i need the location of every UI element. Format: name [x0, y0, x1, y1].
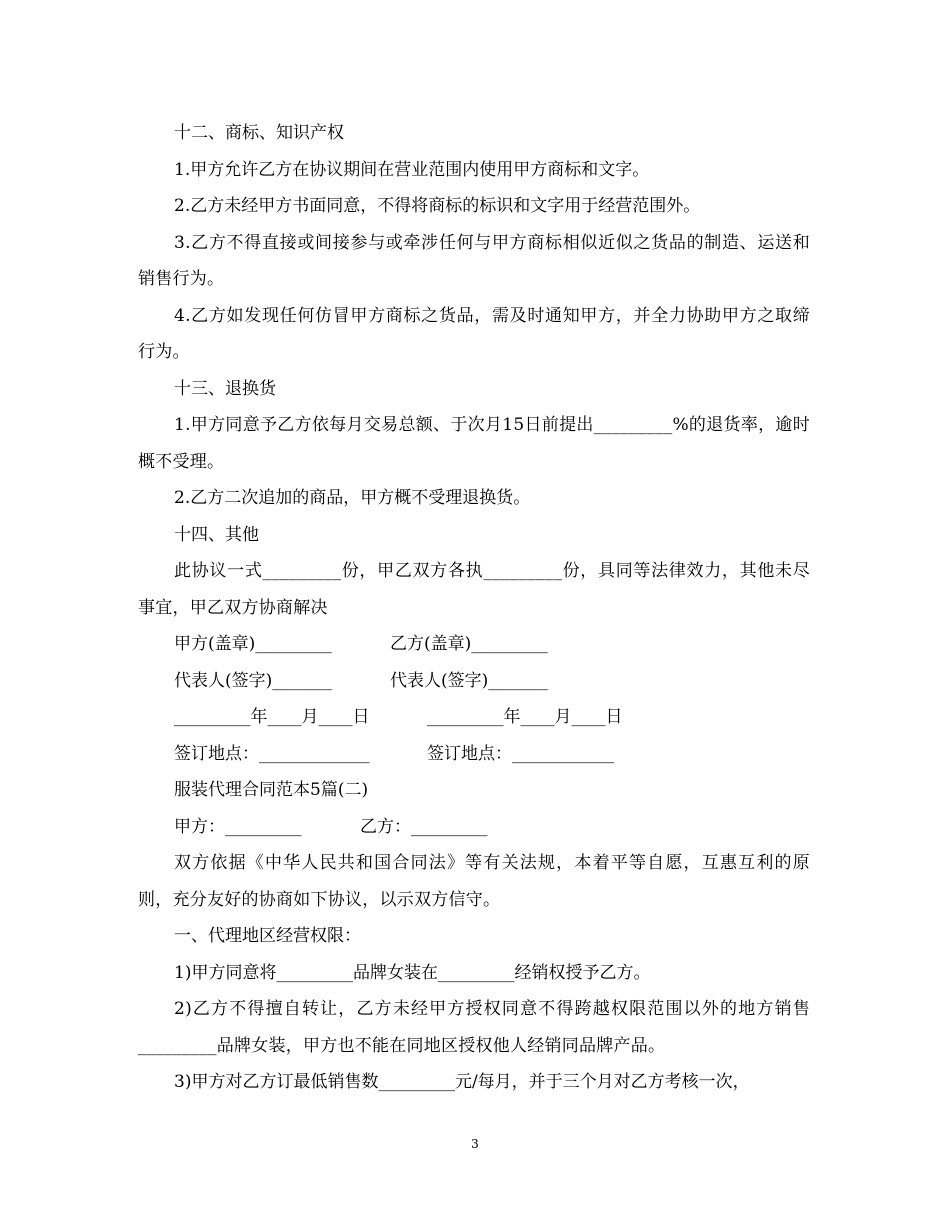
heading-trademark: 十二、商标、知识产权: [174, 123, 344, 143]
clause-1-3: 3)甲方对乙方订最低销售数_________元/每月，并于三个月对乙方考核一次，: [174, 1072, 750, 1092]
clause-13-2: 2.乙方二次追加的商品，甲方概不受理退换货。: [174, 488, 531, 508]
parties-row: [138, 809, 810, 846]
clause-12-3: 3.乙方不得直接或间接参与或牵涉任何与甲方商标相似近似之货品的制造、运送和销售行为。: [138, 232, 810, 289]
party-a-place: 签订地点：_____________: [174, 743, 370, 764]
clause-12-1: 1.甲方允许乙方在协议期间在营业范围内使用甲方商标和文字。: [174, 159, 650, 180]
party-a-representative: 代表人(签字)_______: [174, 670, 332, 691]
party-b-place: 签订地点：____________: [427, 743, 614, 764]
party-a-seal: 甲方(盖章)_________: [174, 634, 332, 654]
clause-14-copies: 此协议一式_________份，甲乙双方各执_________份，具同等法律效力，其他未尽事宜，甲乙双方协商解决: [138, 561, 810, 618]
party-b-representative: 代表人(签字)_______: [390, 670, 548, 691]
document-body: [138, 115, 810, 1101]
heading-other: 十四、其他: [174, 524, 259, 545]
preamble: 双方依据《中华人民共和国合同法》等有关法规，本着平等自愿，互惠互利的原则，充分友好的协商如下协议，以示双方信守。: [138, 853, 810, 910]
party-a-label: 甲方：_________: [174, 816, 302, 837]
party-b-seal: 乙方(盖章)_________: [390, 634, 548, 654]
party-b-label: 乙方：_________: [360, 816, 488, 837]
signature-date-row: [138, 699, 810, 736]
party-b-date: _________年____月____日: [427, 707, 623, 727]
party-a-date: _________年____月____日: [174, 707, 370, 727]
clause-13-1: 1.甲方同意予乙方依每月交易总额、于次月15日前提出_________%的退货率，逾时概不受理。: [138, 415, 810, 472]
section-2-title: 服装代理合同范本5篇(二): [174, 780, 369, 800]
clause-1-1: 1)甲方同意将_________品牌女装在_________经销权授予乙方。: [174, 962, 651, 983]
clause-12-2: 2.乙方未经甲方书面同意，不得将商标的标识和文字用于经营范围外。: [174, 196, 701, 216]
signature-rep-row: [138, 663, 810, 700]
clause-12-4: 4.乙方如发现任何仿冒甲方商标之货品，需及时通知甲方，并全力协助甲方之取缔行为。: [138, 305, 810, 362]
page-number: 3: [471, 1137, 479, 1151]
heading-returns: 十三、退换货: [174, 378, 276, 399]
signature-place-row: [138, 736, 810, 773]
heading-territory: 一、代理地区经营权限：: [174, 926, 361, 946]
clause-1-2: 2)乙方不得擅自转让，乙方未经甲方授权同意不得跨越权限范围以外的地方销售_________品牌女装，甲方也不能在同地区授权他人经销同品牌产品。: [138, 999, 810, 1056]
signature-seal-row: [138, 626, 810, 663]
